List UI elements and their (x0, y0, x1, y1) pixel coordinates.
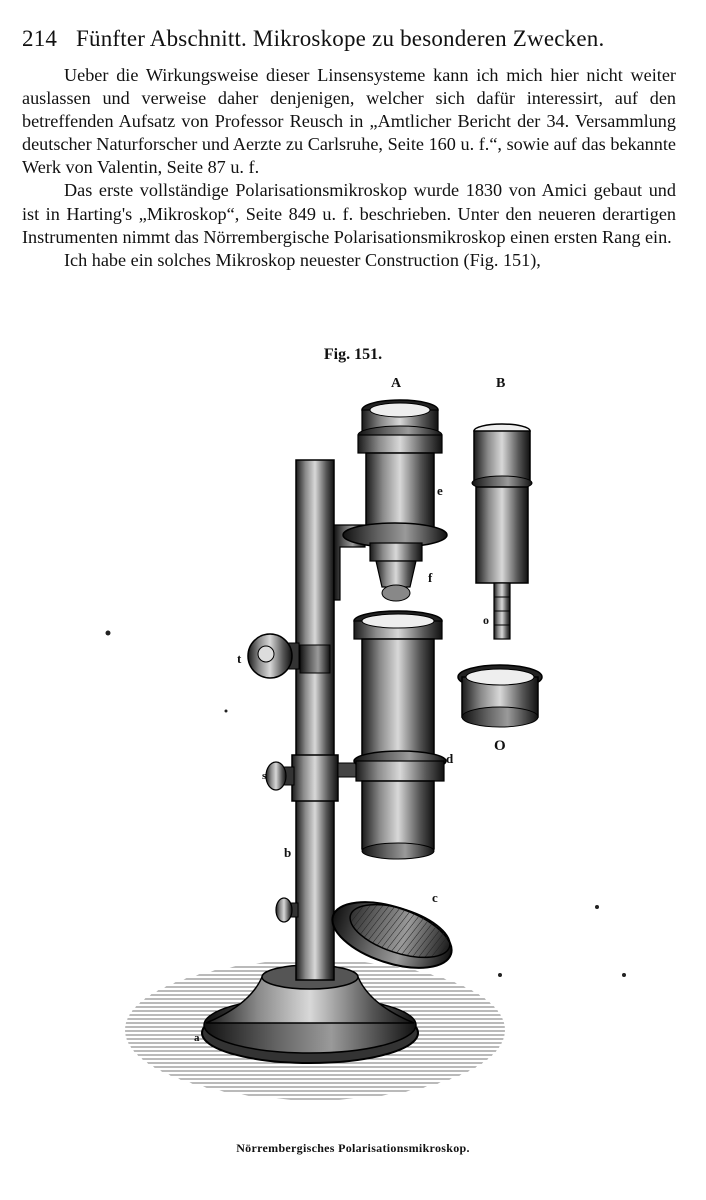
body-text (22, 64, 676, 272)
page-number: 214 (22, 26, 58, 51)
running-header (22, 26, 662, 60)
tube-b (472, 424, 532, 639)
part-label-f: f (428, 570, 433, 585)
ring-o (458, 665, 542, 727)
part-label-A: A (391, 376, 402, 391)
part-label-a: a (194, 1032, 200, 1044)
part-label-o: o (483, 613, 489, 627)
knob-s (266, 762, 294, 790)
part-label-c: c (432, 890, 438, 905)
part-label-s: s (262, 770, 267, 782)
figure-caption: Nörrembergisches Polarisationsmikroskop. (236, 1141, 470, 1155)
paragraph: Ueber die Wirkungsweise dieser Linsensysteme kann ich mich hier nicht weiter auslassen und verweise daher denjenigen, welcher sich dafür interessirt, auf den betreffenden Aufsatz von Professor Reusch in „Amtlicher Bericht der 34. Versammlung deutscher Naturforscher und Aerzte zu Carlsruhe, Seite 160 u. f.“, sowie auf das bekannte Werk von Valentin, Seite 87 u. f. (22, 65, 676, 178)
microscope-illustration (0, 365, 706, 1135)
part-label-B: B (496, 376, 506, 391)
part-label-e-top: e (437, 483, 443, 498)
knob-lower (276, 898, 298, 922)
part-label-d: d (446, 751, 454, 766)
tube-d (354, 611, 446, 859)
pillar (296, 460, 334, 980)
collar-clamp (292, 755, 338, 801)
paragraph: Ich habe ein solches Mikroskop neuester Construction (Fig. 151), (64, 249, 541, 270)
figure-label: Fig. 151. (323, 346, 383, 363)
part-label-b: b (284, 845, 292, 860)
running-title: Fünfter Abschnitt. Mikroskope zu besonderen Zwecken. (76, 26, 605, 51)
knob-t (248, 634, 299, 678)
part-label-t: t (237, 651, 242, 666)
paragraph: Das erste vollständige Polarisationsmikroskop wurde 1830 von Amici gebaut und ist in Harting's „Mikroskop“, Seite 849 u. f. beschrieben. Unter den neueren derartigen Instrumenten nimmt das Nörrembergische Polarisationsmikroskop einen ersten Rang ein. (22, 180, 676, 247)
part-label-O: O (494, 738, 506, 754)
